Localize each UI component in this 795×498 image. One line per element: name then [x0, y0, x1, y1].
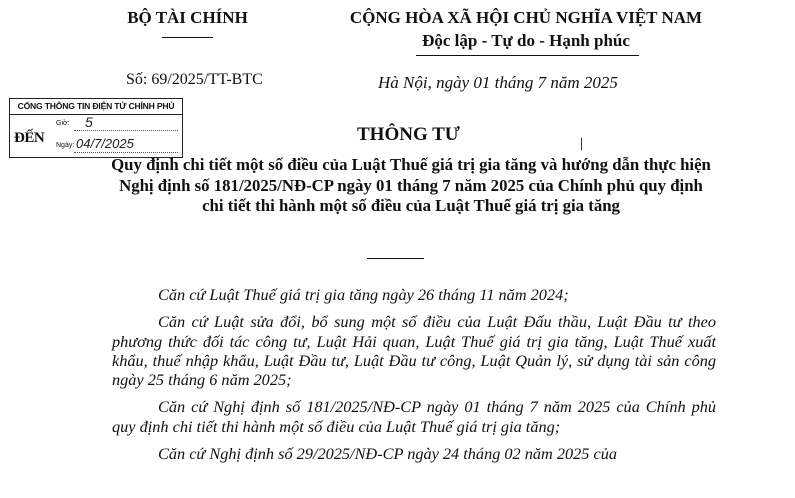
ministry-name: BỘ TÀI CHÍNH	[127, 8, 248, 27]
pen-mark	[581, 138, 582, 150]
stamp-header: CỔNG THÔNG TIN ĐIỆN TỬ CHÍNH PHỦ	[10, 99, 182, 115]
legal-basis-item: Căn cứ Luật sửa đổi, bổ sung một số điều của Luật Đấu thầu, Luật Đầu tư theo phương thức đối tác công tư, Luật Hải quan, Luật Thuế giá trị gia tăng, Luật Thuế xuất khẩu, thuế nhập khẩu, Luật Đầu tư, Luật Đầu tư công, Luật Quản lý, sử dụng tài sản công ngày 25 tháng 6 năm 2025;	[112, 312, 716, 390]
received-stamp	[9, 98, 183, 158]
legal-basis	[112, 285, 716, 463]
legal-basis-item: Căn cứ Nghị định số 29/2025/NĐ-CP ngày 24 tháng 02 năm 2025 của	[158, 444, 618, 464]
stamp-number-dots	[74, 130, 178, 131]
document-type: THÔNG TƯ	[357, 124, 460, 145]
stamp-date-value: 04/7/2025	[76, 136, 134, 151]
place-and-date: Hà Nội, ngày 01 tháng 7 năm 2025	[378, 73, 618, 92]
subject-underline	[367, 258, 424, 259]
stamp-number-value: 5	[85, 114, 93, 130]
stamp-date-label: Ngày:	[56, 142, 75, 149]
document-subject: Quy định chi tiết một số điều của Luật Thuế giá trị gia tăng và hướng dẫn thực hiện Nghị định số 181/2025/NĐ-CP ngày 01 tháng 7 năm 2025 của Chính phủ quy định chi tiết thi hành một số điều của Luật Thuế giá trị gia tăng	[111, 155, 711, 215]
document-number: Số: 69/2025/TT-BTC	[126, 71, 263, 88]
stamp-number-label: Giờ:	[56, 120, 70, 127]
motto-underline	[416, 55, 639, 56]
stamp-date-dots	[74, 152, 178, 153]
ministry-underline	[162, 37, 213, 38]
country-title: CỘNG HÒA XÃ HỘI CHỦ NGHĨA VIỆT NAM	[349, 8, 703, 27]
legal-basis-item: Căn cứ Nghị định số 181/2025/NĐ-CP ngày 01 tháng 7 năm 2025 của Chính phủ quy định chi tiết thi hành một số điều của Luật Thuế giá trị gia tăng;	[112, 397, 716, 436]
legal-basis-item: Căn cứ Luật Thuế giá trị gia tăng ngày 26 tháng 11 năm 2024;	[158, 285, 569, 304]
stamp-den-label: ĐẾN	[14, 130, 45, 146]
national-motto: Độc lập - Tự do - Hạnh phúc	[422, 31, 630, 50]
